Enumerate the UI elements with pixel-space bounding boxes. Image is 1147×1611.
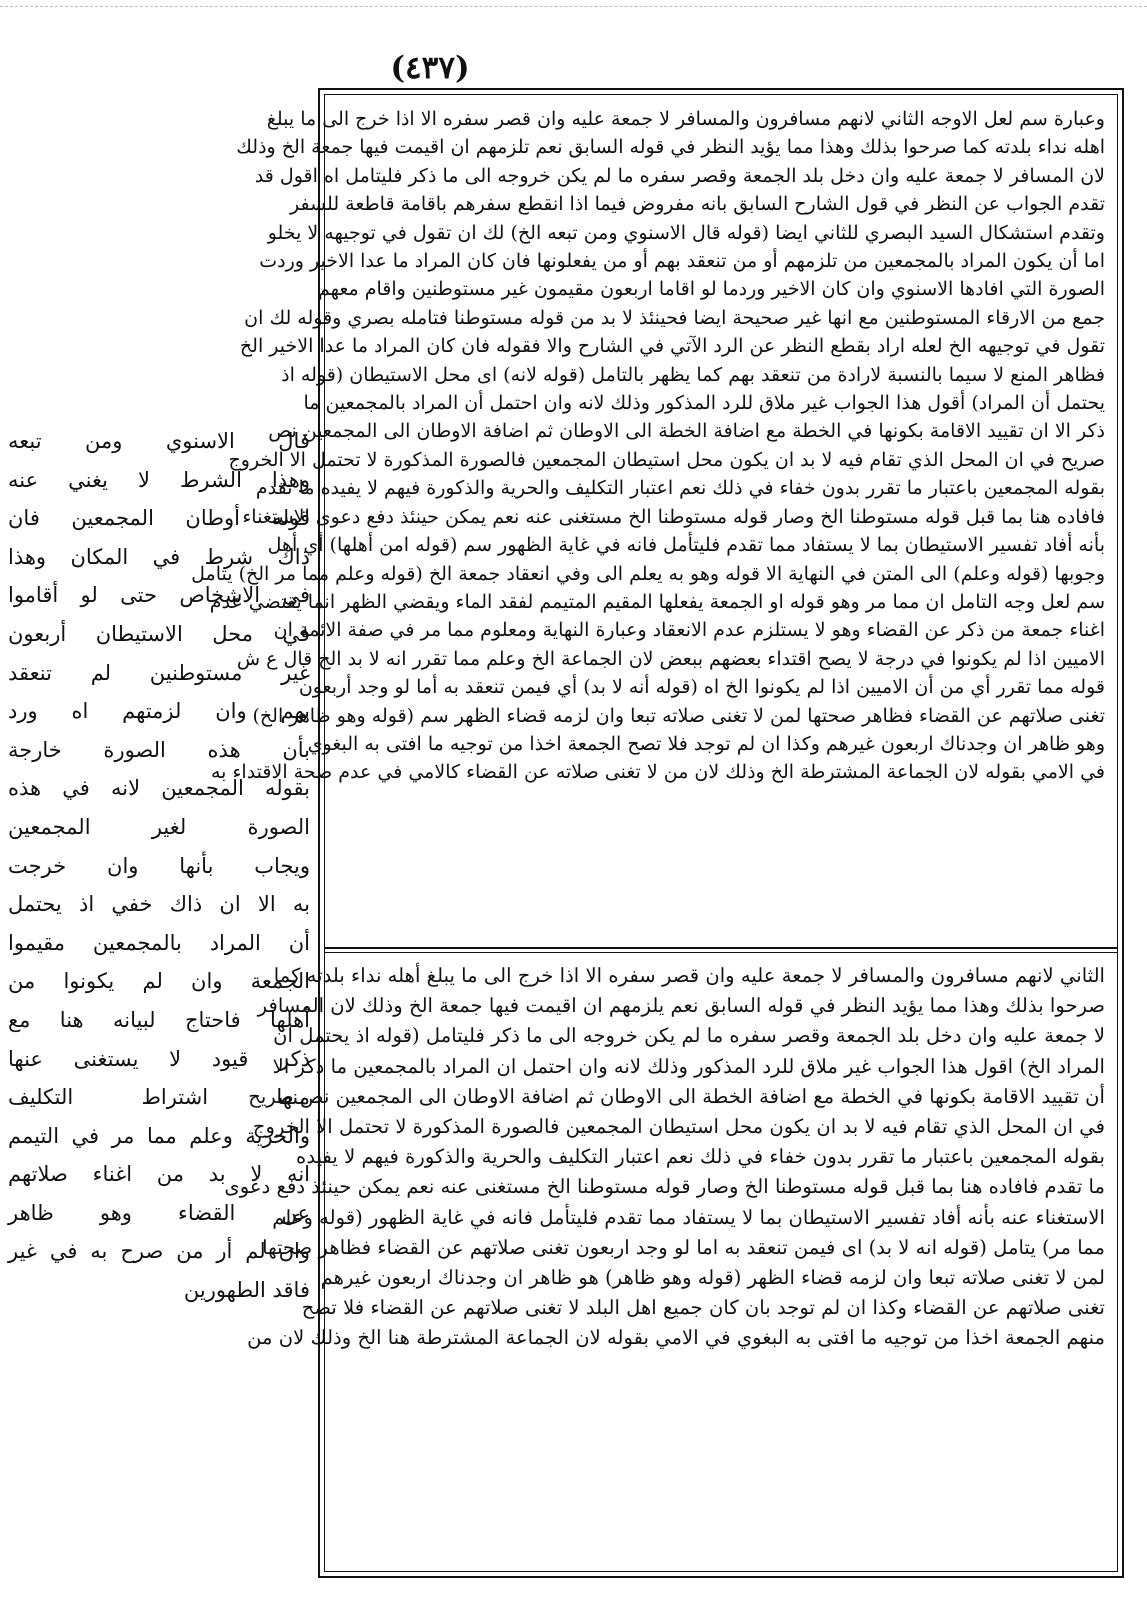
- margin-line: الجمعة وان لم يكونوا من: [8, 969, 310, 994]
- text-line: وتقدم استشكال السيد البصري للثاني ايضا (قوله قال الاسنوي ومن تبعه الخ) لك ان تقول في توجيهه لا يخلو: [267, 221, 1105, 244]
- text-line: صريح في ان المحل الذي تقام فيه لا بد ان يكون محل استيطان المجمعين فالصورة المذكورة لا تحتمل الا الخروج: [228, 448, 1105, 471]
- margin-line: قوله أوطان المجمعين فان: [8, 506, 310, 531]
- text-line: ذكر الا ان تقييد الاقامة بكونها في الخطة مع اضافة الخطة الى الاوطان ثم اضافة الاوطان الى المجمعين نص: [268, 420, 1105, 443]
- margin-line: أهلها فاحتاج لبيانه هنا مع: [8, 1007, 310, 1032]
- text-line: تغنى صلاتهم عن القضاء وكذا ان لم توجد بان كان جميع اهل البلد لا تغنى صلاتهم عن القضاء فلا تصح: [301, 1296, 1105, 1320]
- text-line: بقوله المجمعين باعتبار ما تقرر بدون خفاء في ذلك نعم اعتبار التكليف والحرية والذكورة فيهم لا يفيده: [296, 1145, 1105, 1169]
- text-line: صرحوا بذلك وهذا مما يؤيد النظر في قوله السابق نعم يلزمهم ان اقيمت فيها جمعة الخ وذلك لان المسافر: [257, 994, 1105, 1018]
- text-line: ما تقدم فافاده هنا بما قبل قوله مستوطنا الخ وصار قوله مستوطنا الخ مستغنى عنه نعم يمكن حينئذ دفع دعوى: [224, 1175, 1105, 1199]
- text-line: الاميين اذا لم يكونوا في درجة لا يصح اقتداء بعضهم ببعض لان الجماعة الخ وعلم مما تقرر انه لا بد الخ قال ع ش: [236, 647, 1105, 670]
- text-line: تقدم الجواب عن النظر في قول الشارح السابق بانه مفروض فيما اذا انقطع سفرهم باقامة قاطعة للسفر: [290, 193, 1105, 216]
- text-line: تغنى صلاتهم عن القضاء فظاهر صحتها لمن لا تغنى صلاته تبعا وان لزمه قضاء الظهر سم (قوله وهو ظاهر الخ): [252, 704, 1105, 727]
- text-line: اهله نداء بلدته كما صرحوا بذلك وهذا مما يؤيد النظر في قوله السابق نعم تلزمهم ان اقيمت فيها جمعة الخ وذلك: [236, 136, 1105, 159]
- text-line: بأنه أفاد تفسير الاستيطان بما لا يستفاد مما تقدم فليتأمل فانه في غاية الظهور سم (قوله امن أهلها) أي أهل: [267, 534, 1105, 557]
- text-line: في الامي بقوله لان الجماعة المشترطة الخ وذلك لان من لا تغنى صلاته عن القضاء كالامي في عدم صحة الاقتداء به: [210, 761, 1105, 784]
- text-line: الصورة التي افادها الاسنوي وان كان الاخير وردما لو اقاما اربعون مقيمون غير مستوطنين واقام معهم: [317, 278, 1105, 301]
- text-line: يحتمل أن المراد) أقول هذا الجواب غير ملاق للرد المذكور وذلك لانه وان احتمل أن المراد بالمجمعين ما: [303, 392, 1105, 415]
- text-line: فظاهر المنع لا سيما بالنسبة لارادة من تنعقد بهم كما يظهر بالتامل (قوله لانه) اى محل الاستيطان (قوله اذ: [281, 363, 1105, 386]
- text-line: في ان المحل الذي تقام فيه لا بد ان يكون محل استيطان المجمعين فالصورة المذكورة لا تحتمل الا الخروج: [252, 1115, 1105, 1139]
- section-divider-thick: [325, 947, 1117, 949]
- text-line: منهم الجمعة اخذا من توجيه ما افتى به البغوي في الامي بقوله لان الجماعة المشترطة هنا الخ وذلك لان من: [247, 1326, 1105, 1350]
- margin-line: والحرية وعلم مما مر في التيمم: [8, 1123, 310, 1148]
- text-line: الثاني لانهم مسافرون والمسافر لا جمعة عليه وان قصر سفره الا اذا خرج الى ما يبلغ أهله نداء بلدته كما: [273, 964, 1105, 987]
- margin-line: ذكر قيود لا يستغنى عنها: [8, 1046, 310, 1071]
- margin-line: وهذا الشرط لا يغني عنه: [8, 467, 310, 492]
- margin-line: فاقد الطهورين: [183, 1278, 310, 1303]
- margin-line: انه لا بد من اغناء صلاتهم: [8, 1162, 310, 1187]
- text-line: قوله مما تقرر أي من أن الاميين اذا لم يكونوا الخ اه (قوله أنه لا بد) أي فيمن تنعقد به أما لو وجد أربعون: [298, 676, 1105, 699]
- margin-line: ويجاب بأنها وان خرجت: [8, 853, 310, 878]
- text-line: الاستغناء عنه بأنه أفاد تفسير الاستيطان بما لا يستفاد مما تقدم فليتأمل فانه في غاية الظهور (قوله وعلم: [272, 1205, 1105, 1229]
- text-line: مما مر) يتامل (قوله انه لا بد) اى فيمن تنعقد به اما لو وجد اربعون تغنى صلاتهم عن القضاء فظاهر صحتها: [262, 1235, 1105, 1259]
- margin-line: به الا ان ذاك خفي اذ يحتمل: [8, 892, 310, 917]
- text-line: وجوبها (قوله وعلم) الى المتن في النهاية الا قوله وهو به يعلم الى وفي انعقاد جمعة الخ (قوله وعلم مما مر الخ) يتامل: [191, 562, 1105, 585]
- margin-line: غير مستوطنين لم تنعقد: [8, 660, 310, 685]
- margin-line: عن القضاء وهو ظاهر: [8, 1200, 310, 1225]
- margin-line: ذاك شرط في المكان وهذا: [8, 544, 310, 569]
- margin-line: أن المراد بالمجمعين مقيموا: [8, 930, 310, 955]
- text-line: اما أن يكون المراد بالمجمعين من تلزمهم أو من تنعقد بهم أو من يفعلونها فان كان المراد ما عدا الاخير وردت: [259, 250, 1105, 273]
- text-line: المراد الخ) اقول هذا الجواب غير ملاق للرد المذكور وذلك لانه وان احتمل ان المراد بالمجمعين ما ذكر الا: [272, 1054, 1105, 1078]
- margin-line: في الاشخاص حتى لو أقاموا: [8, 583, 310, 608]
- margin-line: بهم وان لزمتهم اه ورد: [8, 699, 310, 724]
- page-number: (٤٣٧): [390, 50, 470, 86]
- text-line: سم لعل وجه التامل ان مما مر وهو قوله او الجمعة يفعلها المقيم المتيمم لفقد الماء ويقضي الظهر انما يقتضي عدم: [209, 590, 1105, 613]
- margin-line: بقوله المجمعين لانه في هذه: [8, 776, 310, 801]
- text-line: لمن لا تغنى صلاته تبعا وان لزمه قضاء الظهر (قوله وهو ظاهر) هو ظاهر ان وجدناك اربعون غيرهم: [320, 1266, 1105, 1290]
- margin-line: قال الاسنوي ومن تبعه: [8, 429, 310, 453]
- margin-line: بأن هذه الصورة خارجة: [8, 737, 310, 762]
- margin-line: وان لم أر من صرح به في غير: [8, 1239, 310, 1264]
- text-line: وهو ظاهر ان وجدناك اربعون غيرهم وكذا ان لم توجد فلا تصح الجمعة اخذا من توجيه ما افتى به البغوي: [307, 732, 1105, 755]
- margin-line: منها اشتراط التكليف: [8, 1085, 310, 1110]
- text-line: فافاده هنا بما قبل قوله مستوطنا الخ وصار قوله مستوطنا الخ مستغنى عنه نعم يمكن حينئذ دفع دعوى الاستغناء: [242, 505, 1105, 528]
- upper-commentary-block: [191, 105, 1105, 941]
- text-line: اغناء جمعة من ذكر عن القضاء وهو لا يستلزم عدم الانعقاد وعبارة النهاية ومعلوم مما مر في صفة الائمة ان: [273, 619, 1105, 642]
- text-line: وعبارة سم لعل الاوجه الثاني لانهم مسافرون والمسافر لا جمعة عليه وان قصر سفره الا اذا خرج الى ما يبلغ: [266, 108, 1105, 130]
- text-line: لان المسافر لا جمعة عليه وان دخل بلد الجمعة وقصر سفره ما لم يكن خروجه الى ما ذكر فليتامل اه اقول قد: [254, 164, 1105, 187]
- top-dashed-rule: [0, 6, 1147, 7]
- margin-line: الصورة لغير المجمعين: [8, 814, 310, 839]
- text-line: جمع من الارقاء المستوطنين مع انها غير صحيحة ايضا فحينئذ لا بد من قوله مستوطنا فتامله بصري وقوله لك ان: [244, 306, 1105, 329]
- text-line: بقوله المجمعين باعتبار ما تقرر بدون خفاء في ذلك نعم اعتبار التكليف والحرية والذكورة فيهم لا يفيده ما تقدم: [255, 477, 1105, 500]
- text-line: لا جمعة عليه وان دخل بلد الجمعة وقصر سفره ما لم يكن خروجه الى ما ذكر فليتامل (قوله اذ يحتمل ان: [273, 1024, 1105, 1048]
- text-line: أن تقييد الاقامة بكونها في الخطة مع اضافة الخطة الى الاوطان ثم اضافة الاوطان الى المجمعين نص صريح: [248, 1084, 1105, 1108]
- section-divider-thin: [325, 952, 1117, 953]
- text-line: تقول في توجيهه الخ لعله اراد بقطع النظر عن الرد الآتي في الشارح والا فقوله فان كان المراد ما عدا الاخير الخ: [239, 335, 1105, 358]
- margin-line: في محل الاستيطان أربعون: [8, 621, 310, 646]
